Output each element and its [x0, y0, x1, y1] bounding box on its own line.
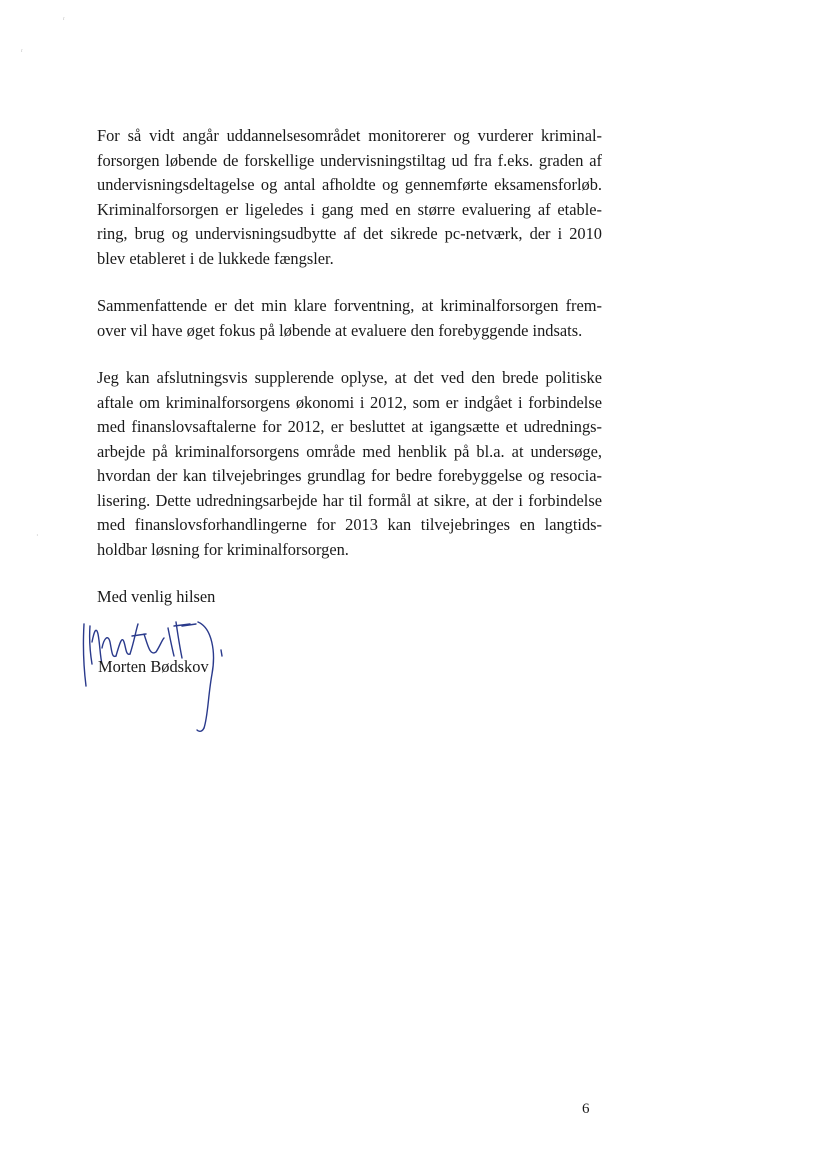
text-line: holdbar løsning for kriminalforsorgen. [97, 539, 349, 559]
letter-body [97, 124, 602, 609]
handwritten-signature [78, 612, 238, 747]
text-line: lisering. Dette udredningsarbejde har til formål at sikre, at der i forbindelse [97, 490, 602, 510]
scan-speck: · [36, 531, 39, 540]
text-line: aftale om kriminalforsorgens økonomi i 2012, som er indgået i forbindelse [97, 392, 602, 412]
paragraph-3 [97, 366, 602, 562]
scan-speck: ʳ [21, 47, 23, 56]
text-line: undervisningsdeltagelse og antal afholdte og gennemførte eksamensforløb. [97, 175, 602, 194]
text-line: Sammenfattende er det min klare forventning, at kriminalforsorgen frem- [97, 296, 602, 315]
text-line: ring, brug og undervisningsudbytte af det sikrede pc-netværk, der i 2010 [97, 224, 602, 243]
page-number: 6 [582, 1101, 590, 1117]
text-line: over vil have øget fokus på løbende at evaluere den forebyggende indsats. [97, 320, 583, 340]
text-line: med finanslovsaftalerne for 2012, er besluttet at igangsætte et udrednings- [97, 417, 602, 436]
text-line: For så vidt angår uddannelsesområdet monitorerer og vurderer kriminal- [97, 126, 602, 145]
text-line: forsorgen løbende de forskellige undervisningstiltag ud fra f.eks. graden af [97, 150, 602, 170]
text-line: arbejde på kriminalforsorgens område med henblik på bl.a. at undersøge, [97, 441, 602, 461]
scan-speck: ʳ [63, 15, 65, 24]
text-line: med finanslovsforhandlingerne for 2013 kan tilvejebringes en langtids- [97, 515, 602, 534]
text-line: hvordan der kan tilvejebringes grundlag for bedre forebyggelse og resocia- [97, 466, 602, 485]
paragraph-2 [97, 294, 602, 343]
signature-block [78, 612, 238, 747]
paragraph-1 [97, 124, 602, 271]
text-line: Kriminalforsorgen er ligeledes i gang med en større evaluering af etable- [97, 199, 602, 219]
closing-salutation: Med venlig hilsen [97, 587, 216, 606]
text-line: blev etableret i de lukkede fængsler. [97, 248, 334, 268]
text-line: Jeg kan afslutningsvis supplerende oplyse, at det ved den brede politiske [97, 368, 602, 387]
signer-name: Morten Bødskov [98, 657, 209, 676]
